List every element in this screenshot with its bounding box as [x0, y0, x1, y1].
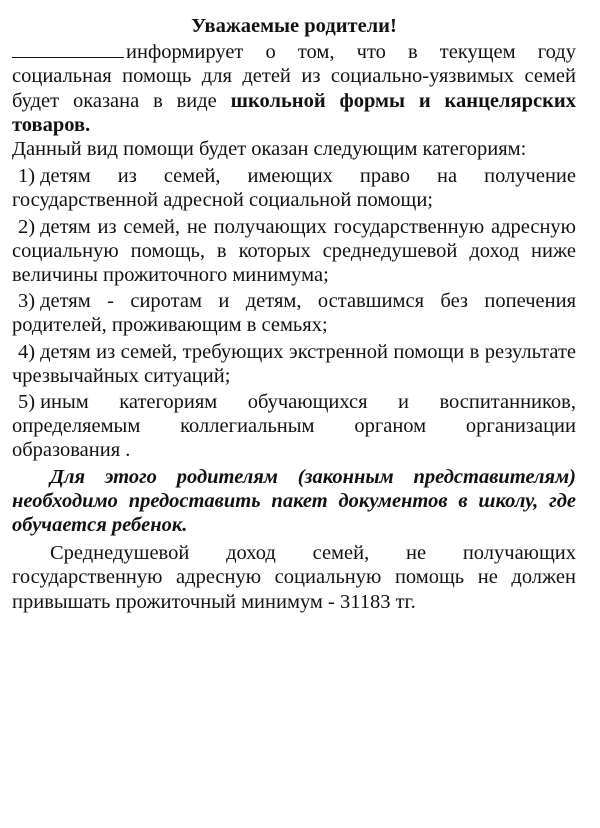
list-item-text: детям - сиротам и детям, оставшимся без попечения родителей, проживающим в семьях;: [12, 290, 576, 337]
categories-list: [12, 164, 576, 462]
list-item: [12, 164, 576, 212]
document-page: [12, 14, 576, 614]
intro-text: информирует о том, что в текущем году социальная помощь для детей из социально-уязвимых семей будет оказана в виде: [12, 41, 576, 112]
list-item-number: 2): [18, 215, 36, 238]
list-item-number: 1): [18, 165, 36, 188]
list-item-number: 4): [18, 340, 36, 363]
list-item-number: 3): [18, 290, 36, 313]
list-item-text: детям из семей, требующих экстренной помощи в результате чрезвычайных ситуаций;: [12, 340, 576, 387]
list-item: [12, 390, 576, 463]
intro-bold-text: школьной формы и канцелярских товаров.: [12, 89, 576, 136]
list-item: [12, 340, 576, 388]
categories-intro: Данный вид помощи будет оказан следующим категориям:: [12, 138, 527, 161]
list-item-text: детям из семей, не получающих государственную адресную социальную помощь, в которых среднедушевой доход ниже величины прожиточного минимума;: [12, 215, 576, 287]
income-note: Среднедушевой доход семей, не получающих государственную адресную социальную помощь не должен привышать прожиточный минимум - 31183 тг.: [12, 542, 576, 613]
list-item-text: иным категориям обучающихся и воспитанников, определяемым коллегиальным органом организации образования .: [12, 391, 576, 462]
list-item: [12, 215, 576, 288]
documents-notice: Для этого родителям (законным представителям) необходимо предоставить пакет документов в школу, где обучается ребенок.: [12, 465, 576, 537]
intro-paragraph: [12, 39, 576, 137]
blank-line: [12, 39, 124, 58]
list-item: [12, 289, 576, 337]
list-item-text: детям из семей, имеющих право на получение государственной адресной социальной помощи;: [12, 165, 576, 212]
list-item-number: 5): [18, 391, 36, 414]
document-title: Уважаемые родители!: [191, 15, 397, 37]
